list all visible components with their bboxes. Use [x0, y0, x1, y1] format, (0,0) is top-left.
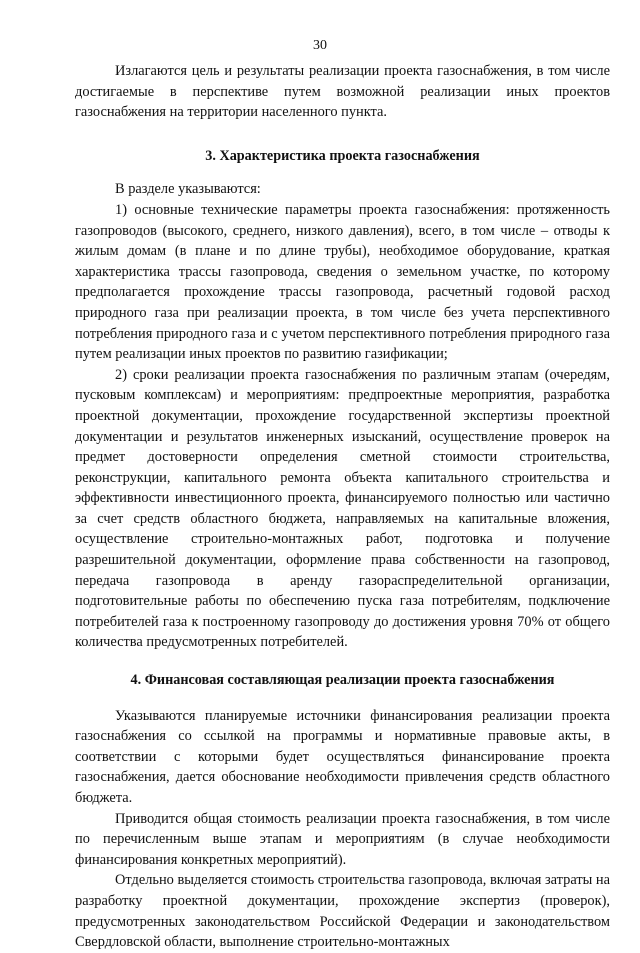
section-3-item-2: 2) сроки реализации проекта газоснабжения по различным этапам (очередям, пусковым комплексам) и мероприятиям: предпроектные мероприятия, разработка проектной документации, прохождение государственной экспертизы проектной документации и результатов инженерных изысканий, осуществление проверок на предмет достоверности определения сметной стоимости строительства, реконструкции, капитального ремонта объекта капитального строительства и эффективности инвестиционного проекта, финансируемого полностью или частично за счет средств областного бюджета, направляемых на капитальные вложения, осуществление строительно-монтажных работ, подготовка и получение разрешительной документации, оформление права собственности на газопровод, передача газопровода в аренду газораспределительной организации, подготовительные работы по обеспечению пуска газа потребителям, подключение потребителей газа к построенному газопроводу до достижения уровня 70% от общего количества предусмотренных потребителей.	[75, 366, 610, 651]
section-3-heading: 3. Характеристика проекта газоснабжения	[205, 147, 480, 164]
section-3-item-1: 1) основные технические параметры проекта газоснабжения: протяженность газопроводов (высокого, среднего, низкого давления), всего, в том числе – отводы к жилым домам (в плане и по длине трубы), необходимое оборудование, краткая характеристика трассы газопровода, сведения о земельном участке, по которому предполагается прохождение трассы газопровода, расчетный годовой расход природного газа при реализации проекта, в том числе без учета перспективного потребления природного газа и с учетом перспективного потребления природного газа путем реализации иных проектов по развитию газификации;	[75, 201, 610, 363]
section-4-paragraph-2: Приводится общая стоимость реализации проекта газоснабжения, в том числе по перечисленным выше этапам и мероприятиям (в случае необходимости финансирования конкретных мероприятий).	[75, 810, 610, 868]
document-body	[75, 61, 610, 953]
section-4-paragraph-1: Указываются планируемые источники финансирования реализации проекта газоснабжения со ссылкой на программы и нормативные правовые акты, в соответствии с которыми будет осуществляться финансирование проекта газоснабжения, дается обоснование необходимости привлечения средств областного бюджета.	[75, 707, 610, 806]
page-number: 30	[313, 38, 327, 53]
section-4-paragraph-3: Отдельно выделяется стоимость строительства газопровода, включая затраты на разработку проектной документации, прохождение экспертиз (проверок), предусмотренных законодательством Российской Федерации и законодательством Свердловской области, выполнение строительно-монтажных	[75, 872, 610, 951]
section-4-heading: 4. Финансовая составляющая реализации проекта газоснабжения	[130, 672, 555, 689]
intro-paragraph: Излагаются цель и результаты реализации проекта газоснабжения, в том числе достигаемые в перспективе путем возможной реализации иных проектов газоснабжения на территории населенного пункта.	[75, 63, 610, 121]
section-3-lead: В разделе указываются:	[115, 181, 261, 198]
